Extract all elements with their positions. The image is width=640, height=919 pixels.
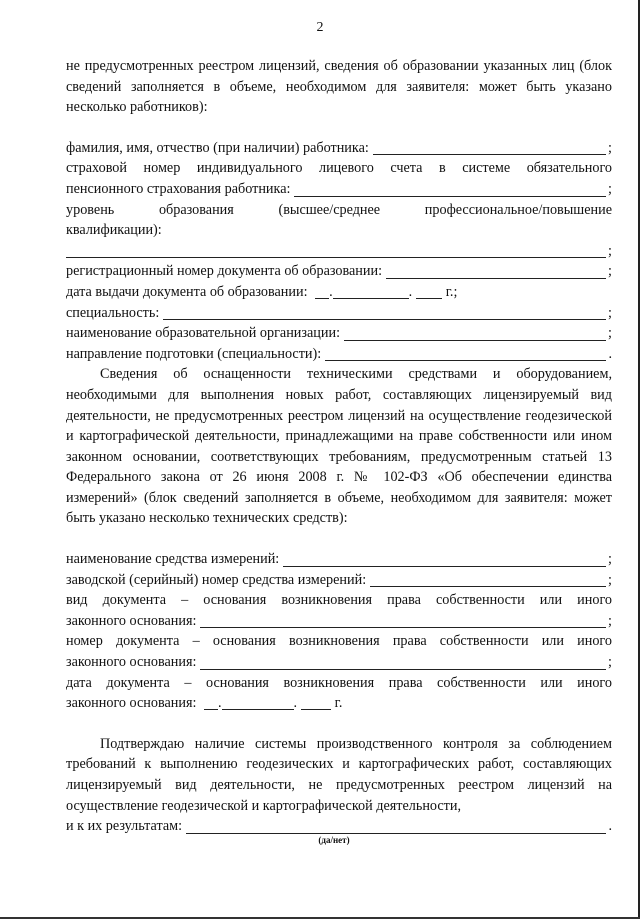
education-level-label-line2: квалификации): xyxy=(66,222,162,239)
snils-label-line2: пенсионного страхования работника: xyxy=(66,180,291,197)
control-confirm-paragraph: Подтверждаю наличие системы производственного контроля за соблюдением требований к выполнению геодезических и картографических работ, составляющих лицензируемый вид деятельности, не предусмотренных реестром лицензий на осуществление геодезической и картографической деятельности, xyxy=(66,735,612,814)
control-confirm-field: и к их результатам: . xyxy=(66,816,612,837)
worker-name-label: фамилия, имя, отчество (при наличии) работника: xyxy=(66,139,369,156)
issue-day-blank[interactable] xyxy=(315,284,329,299)
serial-number-label: заводской (серийный) номер средства измерений: xyxy=(66,571,367,588)
ownership-doc-date-label-line2: законного основания: xyxy=(66,695,197,712)
education-level-label-line1: уровень образования (высшее/среднее профессиональное/повышение xyxy=(66,201,612,218)
ownership-doc-number-label-line2: законного основания: xyxy=(66,654,197,671)
worker-name-field: фамилия, имя, отчество (при наличии) работника: ; xyxy=(66,138,612,159)
document-body xyxy=(66,56,612,845)
ownership-doc-type-label-line2: законного основания: xyxy=(66,612,197,629)
ownership-doc-type-label-line1: вид документа – основания возникновения права собственности или иного xyxy=(66,592,612,609)
institution-label: наименование образовательной организации: xyxy=(66,325,341,342)
instrument-name-field: наименование средства измерений: ; xyxy=(66,549,612,570)
ownership-doc-number-field: законного основания: ; xyxy=(66,652,612,673)
snils-field: пенсионного страхования работника: ; xyxy=(66,179,612,200)
training-direction-label: направление подготовки (специальности): xyxy=(66,345,322,362)
ownership-doc-date-label-line1: дата документа – основания возникновения права собственности или иного xyxy=(66,674,612,691)
serial-number-blank[interactable] xyxy=(370,571,606,587)
doc-day-blank[interactable] xyxy=(204,695,218,710)
yes-no-hint: (да/нет) xyxy=(318,834,350,845)
page-number: 2 xyxy=(316,20,324,35)
specialty-blank[interactable] xyxy=(163,304,606,320)
issue-month-blank[interactable] xyxy=(333,284,409,299)
ownership-doc-number-label-line1: номер документа – основания возникновения права собственности или иного xyxy=(66,633,612,650)
institution-blank[interactable] xyxy=(344,325,606,341)
education-level-field: ; xyxy=(66,241,612,262)
equipment-intro-paragraph: Сведения об оснащенности техническими средствами и оборудованием, необходимыми для выполнения новых работ, составляющих лицензируемый вид деятельности, не предусмотренных реестром лицензий на осуществление геодезической и картографической деятельности, принадлежащими на праве собственности или ином законном основании, соответствующих требованиям, предусмотренным статьей 13 Федерального закона от 26 июня 2008 г. № 102-ФЗ «Об обеспечении единства измерений» (блок сведений заполняется в объеме, необходимом для заявителя: может быть указано несколько технических средств): xyxy=(66,366,612,527)
instrument-name-blank[interactable] xyxy=(283,551,606,567)
edu-reg-number-blank[interactable] xyxy=(386,263,606,279)
control-confirm-blank[interactable] xyxy=(186,818,606,834)
edu-issue-date-label: дата выдачи документа об образовании: xyxy=(66,283,308,300)
snils-label-line1: страховой номер индивидуального лицевого счета в системе обязательного xyxy=(66,160,612,177)
issue-year-blank[interactable] xyxy=(416,284,442,299)
specialty-label: специальность: xyxy=(66,304,160,321)
ownership-doc-type-field: законного основания: ; xyxy=(66,611,612,632)
doc-year-blank[interactable] xyxy=(301,695,331,710)
instrument-name-label: наименование средства измерений: xyxy=(66,551,280,568)
snils-blank[interactable] xyxy=(294,181,606,197)
training-direction-blank[interactable] xyxy=(325,345,606,361)
worker-name-blank[interactable] xyxy=(373,139,606,155)
ownership-doc-number-blank[interactable] xyxy=(200,654,606,670)
ownership-doc-type-blank[interactable] xyxy=(200,612,606,628)
intro-paragraph: не предусмотренных реестром лицензий, сведения об образовании указанных лиц (блок сведений заполняется в объеме, необходимом для заявителя: может быть указано несколько работников): xyxy=(66,58,612,116)
edu-issue-date-field: дата выдачи документа об образовании: . . г.; xyxy=(66,283,458,300)
specialty-field: специальность: ; xyxy=(66,303,612,324)
serial-number-field: заводской (серийный) номер средства измерений: ; xyxy=(66,570,612,591)
edu-reg-number-label: регистрационный номер документа об образовании: xyxy=(66,263,383,280)
institution-field: наименование образовательной организации: ; xyxy=(66,323,612,344)
doc-month-blank[interactable] xyxy=(222,695,294,710)
edu-reg-number-field: регистрационный номер документа об образовании: ; xyxy=(66,261,612,282)
education-level-blank[interactable] xyxy=(66,242,606,258)
ownership-doc-date-field: законного основания: . . г. xyxy=(66,695,343,712)
control-confirm-label: и к их результатам: xyxy=(66,818,183,835)
training-direction-field: направление подготовки (специальности): . xyxy=(66,344,612,365)
